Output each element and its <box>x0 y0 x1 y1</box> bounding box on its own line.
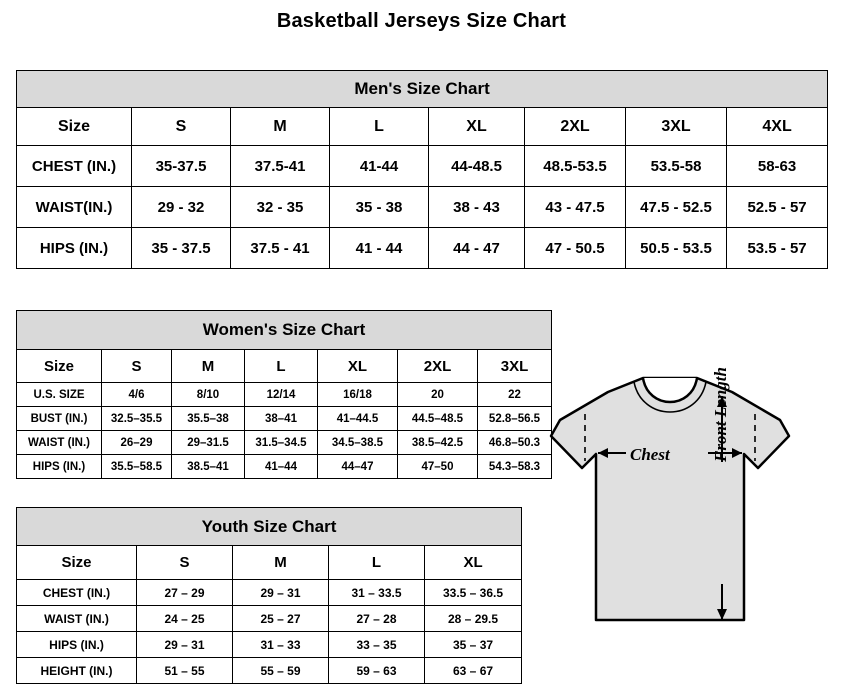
womens-header-cell: L <box>245 350 318 383</box>
table-row <box>17 580 522 606</box>
youth-cell: 31 – 33 <box>233 632 329 658</box>
youth-cell: 27 – 28 <box>329 606 425 632</box>
chest-measure-label: Chest <box>630 445 670 464</box>
womens-cell: 38–41 <box>245 407 318 431</box>
womens-cell: 29–31.5 <box>172 431 245 455</box>
womens-header-row <box>17 350 552 383</box>
womens-table-caption: Women's Size Chart <box>17 311 552 350</box>
mens-cell: 32 - 35 <box>231 187 330 228</box>
youth-cell: 59 – 63 <box>329 658 425 684</box>
youth-cell: 27 – 29 <box>137 580 233 606</box>
page-title: Basketball Jerseys Size Chart <box>276 10 567 32</box>
table-row <box>17 187 828 228</box>
front-length-measure-label: Front Length <box>711 367 730 462</box>
womens-cell: 41–44 <box>245 455 318 479</box>
womens-header-cell: 2XL <box>398 350 478 383</box>
womens-cell: 44.5–48.5 <box>398 407 478 431</box>
womens-cell: 47–50 <box>398 455 478 479</box>
womens-cell: 20 <box>398 383 478 407</box>
shirt-outline <box>551 378 789 620</box>
womens-header-cell: 3XL <box>478 350 552 383</box>
womens-cell: 46.8–50.3 <box>478 431 552 455</box>
jersey-shirt-icon <box>548 362 838 682</box>
womens-cell: 32.5–35.5 <box>102 407 172 431</box>
mens-cell: 53.5 - 57 <box>727 228 828 269</box>
womens-cell: 31.5–34.5 <box>245 431 318 455</box>
womens-cell: 35.5–38 <box>172 407 245 431</box>
youth-cell: 28 – 29.5 <box>425 606 522 632</box>
womens-row-label: WAIST (IN.) <box>17 431 102 455</box>
mens-cell: 37.5-41 <box>231 146 330 187</box>
mens-cell: 50.5 - 53.5 <box>626 228 727 269</box>
womens-header-cell: XL <box>318 350 398 383</box>
mens-cell: 53.5-58 <box>626 146 727 187</box>
womens-cell: 16/18 <box>318 383 398 407</box>
mens-row-label: WAIST(IN.) <box>17 187 132 228</box>
table-row <box>17 455 552 479</box>
youth-cell: 51 – 55 <box>137 658 233 684</box>
youth-cell: 29 – 31 <box>233 580 329 606</box>
mens-row-label: CHEST (IN.) <box>17 146 132 187</box>
mens-header-cell: S <box>132 108 231 146</box>
mens-header-cell: 4XL <box>727 108 828 146</box>
mens-cell: 29 - 32 <box>132 187 231 228</box>
mens-header-cell: M <box>231 108 330 146</box>
womens-size-chart-table <box>16 310 552 479</box>
mens-table-caption: Men's Size Chart <box>17 71 828 108</box>
womens-cell: 12/14 <box>245 383 318 407</box>
youth-table-caption: Youth Size Chart <box>17 508 522 546</box>
table-row <box>17 228 828 269</box>
mens-header-cell: Size <box>17 108 132 146</box>
womens-cell: 41–44.5 <box>318 407 398 431</box>
youth-row-label: CHEST (IN.) <box>17 580 137 606</box>
mens-cell: 44-48.5 <box>429 146 525 187</box>
youth-cell: 25 – 27 <box>233 606 329 632</box>
youth-row-label: HEIGHT (IN.) <box>17 658 137 684</box>
mens-header-cell: XL <box>429 108 525 146</box>
womens-row-label: HIPS (IN.) <box>17 455 102 479</box>
mens-cell: 47.5 - 52.5 <box>626 187 727 228</box>
youth-row-label: WAIST (IN.) <box>17 606 137 632</box>
womens-cell: 38.5–41 <box>172 455 245 479</box>
youth-cell: 33.5 – 36.5 <box>425 580 522 606</box>
mens-cell: 37.5 - 41 <box>231 228 330 269</box>
mens-cell: 38 - 43 <box>429 187 525 228</box>
mens-cell: 43 - 47.5 <box>525 187 626 228</box>
womens-header-cell: S <box>102 350 172 383</box>
womens-cell: 44–47 <box>318 455 398 479</box>
womens-cell: 4/6 <box>102 383 172 407</box>
youth-header-cell: Size <box>17 546 137 580</box>
table-row <box>17 431 552 455</box>
mens-cell: 44 - 47 <box>429 228 525 269</box>
mens-header-cell: 2XL <box>525 108 626 146</box>
jersey-measurement-diagram <box>548 362 838 682</box>
mens-row-label: HIPS (IN.) <box>17 228 132 269</box>
womens-header-cell: M <box>172 350 245 383</box>
youth-header-cell: S <box>137 546 233 580</box>
mens-cell: 47 - 50.5 <box>525 228 626 269</box>
youth-cell: 33 – 35 <box>329 632 425 658</box>
womens-cell: 34.5–38.5 <box>318 431 398 455</box>
youth-cell: 35 – 37 <box>425 632 522 658</box>
youth-header-cell: L <box>329 546 425 580</box>
youth-cell: 55 – 59 <box>233 658 329 684</box>
youth-cell: 31 – 33.5 <box>329 580 425 606</box>
womens-cell: 8/10 <box>172 383 245 407</box>
womens-cell: 26–29 <box>102 431 172 455</box>
womens-row-label: U.S. SIZE <box>17 383 102 407</box>
mens-header-cell: L <box>330 108 429 146</box>
womens-cell: 54.3–58.3 <box>478 455 552 479</box>
mens-header-cell: 3XL <box>626 108 727 146</box>
mens-cell: 41-44 <box>330 146 429 187</box>
mens-cell: 58-63 <box>727 146 828 187</box>
mens-cell: 52.5 - 57 <box>727 187 828 228</box>
mens-size-chart-table <box>16 70 828 269</box>
youth-header-cell: M <box>233 546 329 580</box>
youth-cell: 29 – 31 <box>137 632 233 658</box>
youth-cell: 24 – 25 <box>137 606 233 632</box>
womens-cell: 35.5–58.5 <box>102 455 172 479</box>
womens-cell: 38.5–42.5 <box>398 431 478 455</box>
womens-cell: 22 <box>478 383 552 407</box>
womens-row-label: BUST (IN.) <box>17 407 102 431</box>
table-row <box>17 146 828 187</box>
table-row <box>17 606 522 632</box>
youth-row-label: HIPS (IN.) <box>17 632 137 658</box>
youth-header-cell: XL <box>425 546 522 580</box>
table-row <box>17 658 522 684</box>
mens-cell: 35 - 38 <box>330 187 429 228</box>
table-row <box>17 632 522 658</box>
mens-cell: 48.5-53.5 <box>525 146 626 187</box>
youth-cell: 63 – 67 <box>425 658 522 684</box>
mens-cell: 35-37.5 <box>132 146 231 187</box>
mens-cell: 35 - 37.5 <box>132 228 231 269</box>
youth-header-row <box>17 546 522 580</box>
front-length-label-bg <box>712 462 733 584</box>
youth-size-chart-table <box>16 507 522 684</box>
womens-header-cell: Size <box>17 350 102 383</box>
mens-cell: 41 - 44 <box>330 228 429 269</box>
table-row <box>17 383 552 407</box>
table-row <box>17 407 552 431</box>
womens-cell: 52.8–56.5 <box>478 407 552 431</box>
mens-header-row <box>17 108 828 146</box>
